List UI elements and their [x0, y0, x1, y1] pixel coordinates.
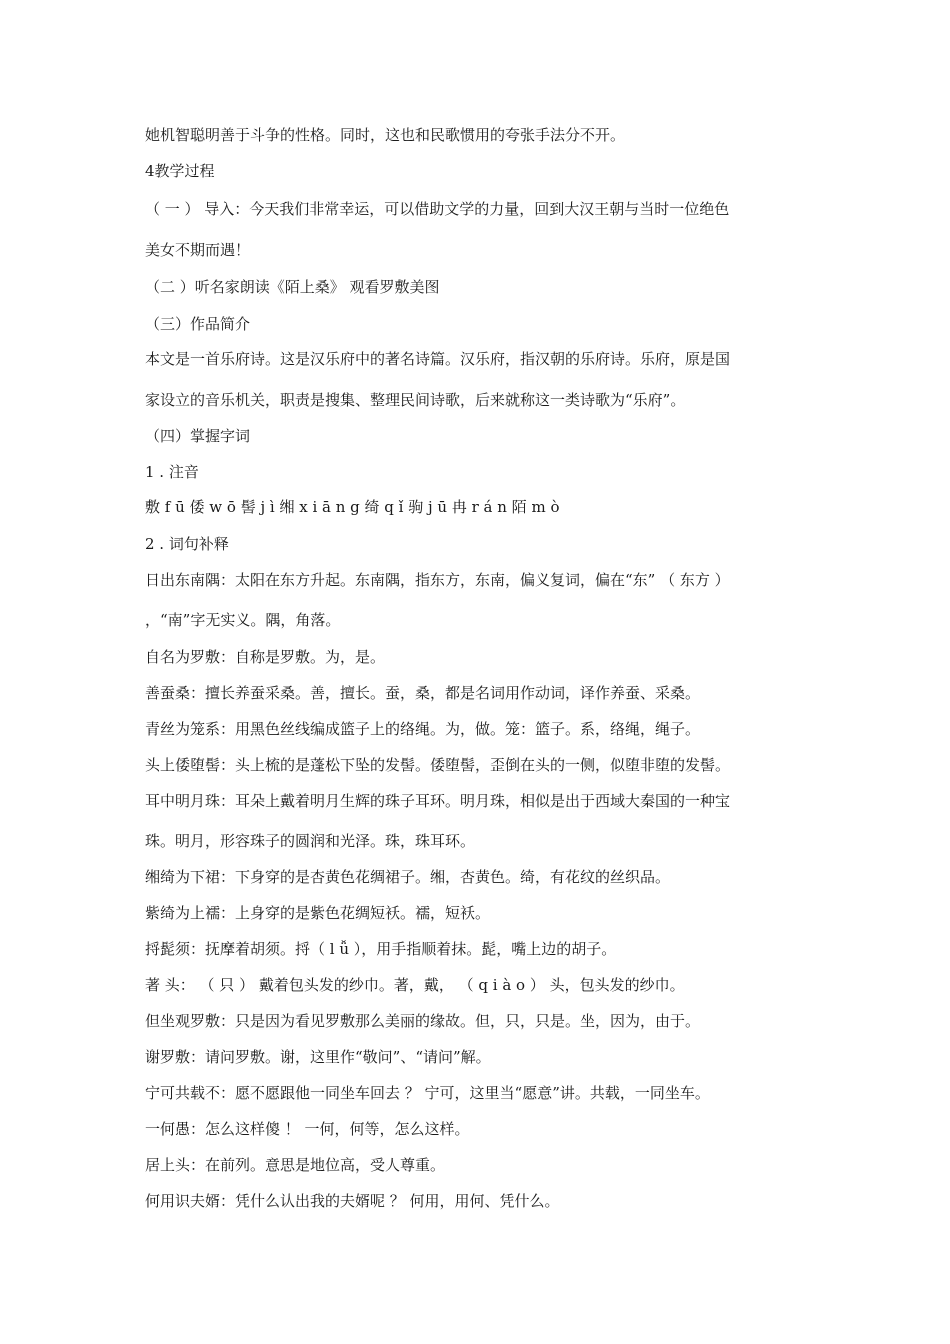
list-heading: 2 . 词句补释	[145, 535, 229, 553]
definition-line: 缃绮为下裙：下身穿的是杏黄色花绸裙子。缃，杏黄色。绮，有花纹的丝织品。	[145, 868, 671, 886]
definition-line: 谢罗敷：请问罗敷。谢，这里作“敬问”、“请问”解。	[145, 1048, 491, 1066]
pinyin-line: 敷 f ū 倭 w ō 髻 j ì 缃 x i ā n g 绮 q ǐ 驹 j ū 冉 r á n 陌 m ò	[145, 498, 560, 516]
subsection-heading: （二 ）听名家朗读《陌上桑》 观看罗敷美图	[145, 278, 440, 296]
definition-line: 自名为罗敷：自称是罗敷。为，是。	[145, 648, 386, 666]
text-line: 美女不期而遇！	[145, 241, 251, 259]
definition-line: 著 头： （ 只 ） 戴着包头发的纱巾。著，戴， （ q i à o ） 头，包头发的纱巾。	[145, 976, 685, 994]
definition-line: 宁可共载不：愿不愿跟他一同坐车回去 ？ 宁可，这里当“愿意”讲。共载，一同坐车。	[145, 1084, 710, 1102]
definition-line: 紫绮为上襦：上身穿的是紫色花绸短袄。襦，短袄。	[145, 904, 491, 922]
definition-line: 耳中明月珠：耳朵上戴着明月生辉的珠子耳环。明月珠，相似是出于西域大秦国的一种宝	[145, 792, 731, 810]
definition-line: 青丝为笼系：用黑色丝线编成篮子上的络绳。为，做。笼：篮子。系，络绳，绳子。	[145, 720, 701, 738]
text-line: 家设立的音乐机关，职责是搜集、整理民间诗歌，后来就称这一类诗歌为“乐府”。	[145, 391, 686, 409]
definition-line: 珠。明月，形容珠子的圆润和光泽。珠，珠耳环。	[145, 832, 476, 850]
definition-line: 居上头：在前列。意思是地位高，受人尊重。	[145, 1156, 446, 1174]
text-line: （ 一 ） 导入：今天我们非常幸运，可以借助文学的力量，回到大汉王朝与当时一位绝色	[145, 200, 730, 218]
definition-line: ，“南”字无实义。隅，角落。	[145, 611, 341, 629]
definition-line: 但坐观罗敷：只是因为看见罗敷那么美丽的缘故。但，只，只是。坐，因为，由于。	[145, 1012, 701, 1030]
definition-line: 何用识夫婿：凭什么认出我的夫婿呢 ？ 何用，用何、凭什么。	[145, 1192, 560, 1210]
subsection-heading: （四）掌握字词	[145, 427, 251, 445]
definition-line: 善蚕桑：擅长养蚕采桑。善，擅长。蚕，桑，都是名词用作动词，译作养蚕、采桑。	[145, 684, 701, 702]
subsection-heading: （三）作品简介	[145, 315, 251, 333]
section-heading: 4教学过程	[145, 162, 215, 180]
definition-line: 捋髭须：抚摩着胡须。捋（ l ǚ ），用手指顺着抹。髭，嘴上边的胡子。	[145, 940, 617, 958]
definition-line: 日出东南隅：太阳在东方升起。东南隅，指东方，东南，偏义复词，偏在“东” （ 东方 ）	[145, 571, 730, 589]
definition-line: 一何愚：怎么这样傻 ！ 一何，何等，怎么这样。	[145, 1120, 470, 1138]
definition-line: 头上倭堕髻：头上梳的是蓬松下坠的发髻。倭堕髻，歪倒在头的一侧，似堕非堕的发髻。	[145, 756, 731, 774]
text-line: 本文是一首乐府诗。这是汉乐府中的著名诗篇。汉乐府，指汉朝的乐府诗。乐府，原是国	[145, 350, 731, 368]
list-heading: 1 . 注音	[145, 463, 199, 481]
text-line: 她机智聪明善于斗争的性格。同时，这也和民歌惯用的夸张手法分不开。	[145, 126, 626, 144]
